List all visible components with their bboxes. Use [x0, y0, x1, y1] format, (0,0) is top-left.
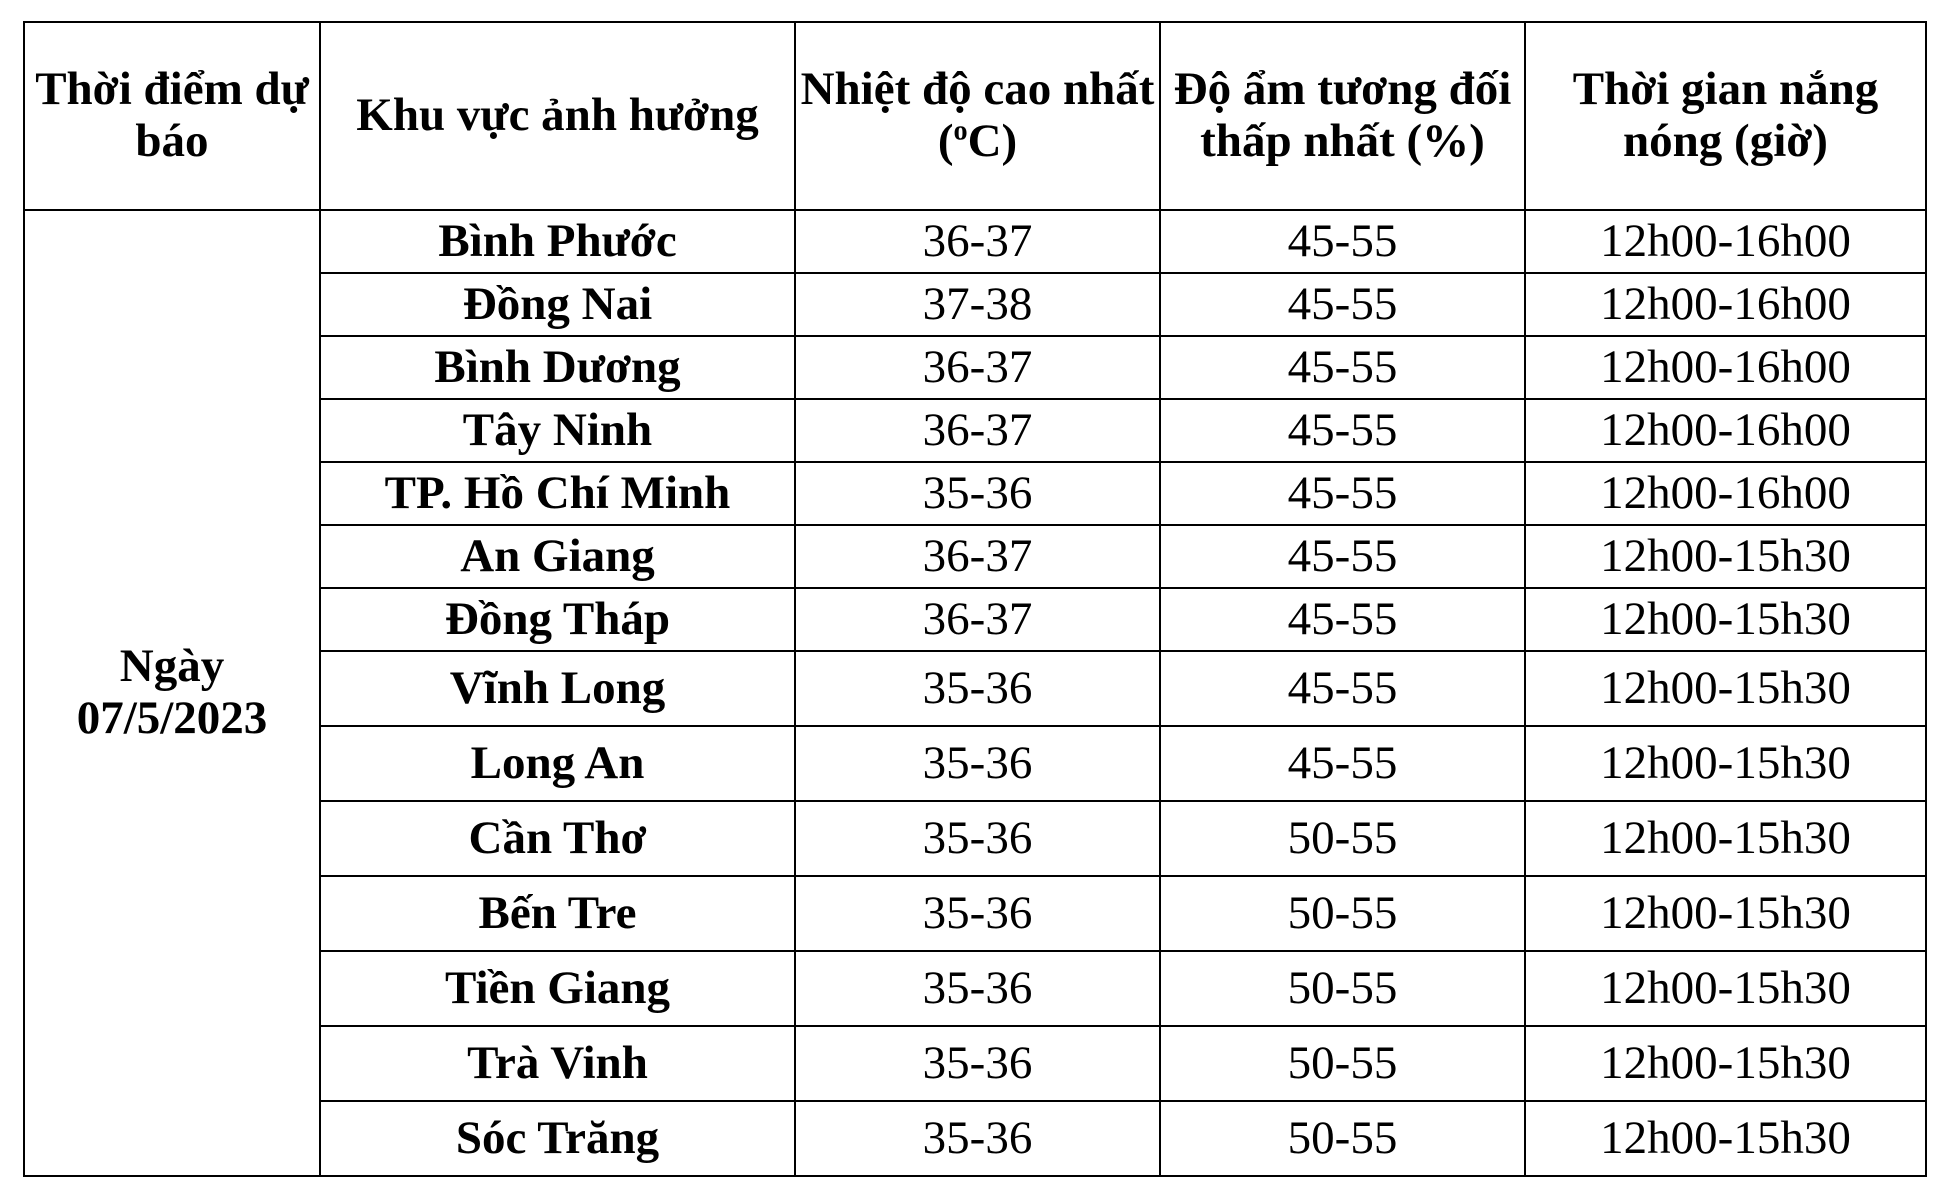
- table-body: [24, 210, 1926, 1176]
- region-cell: Đồng Tháp: [320, 588, 795, 651]
- temperature-cell: 37-38: [795, 273, 1160, 336]
- duration-cell: 12h00-15h30: [1525, 651, 1926, 726]
- header-temp-degree: o: [953, 115, 968, 147]
- header-max-temperature: [795, 22, 1160, 210]
- temperature-cell: 36-37: [795, 399, 1160, 462]
- region-cell: Đồng Nai: [320, 273, 795, 336]
- temperature-cell: 35-36: [795, 1101, 1160, 1176]
- header-row: [24, 22, 1926, 210]
- region-cell: An Giang: [320, 525, 795, 588]
- humidity-cell: 50-55: [1160, 1101, 1525, 1176]
- header-forecast-time: Thời điểm dự báo: [24, 22, 320, 210]
- region-cell: Long An: [320, 726, 795, 801]
- humidity-cell: 45-55: [1160, 210, 1525, 273]
- duration-cell: 12h00-15h30: [1525, 1101, 1926, 1176]
- forecast-date-cell: [24, 210, 320, 1176]
- humidity-cell: 50-55: [1160, 1026, 1525, 1101]
- temperature-cell: 35-36: [795, 651, 1160, 726]
- humidity-cell: 50-55: [1160, 876, 1525, 951]
- region-cell: Tây Ninh: [320, 399, 795, 462]
- region-cell: Sóc Trăng: [320, 1101, 795, 1176]
- duration-cell: 12h00-15h30: [1525, 525, 1926, 588]
- region-cell: Cần Thơ: [320, 801, 795, 876]
- heat-forecast-table: [23, 21, 1927, 1177]
- temperature-cell: 35-36: [795, 1026, 1160, 1101]
- duration-cell: 12h00-16h00: [1525, 399, 1926, 462]
- header-heat-duration: Thời gian nắng nóng (giờ): [1525, 22, 1926, 210]
- header-temp-suffix: C): [967, 115, 1018, 167]
- region-cell: Bình Phước: [320, 210, 795, 273]
- region-cell: TP. Hồ Chí Minh: [320, 462, 795, 525]
- table-header: [24, 22, 1926, 210]
- duration-cell: 12h00-16h00: [1525, 273, 1926, 336]
- temperature-cell: 35-36: [795, 951, 1160, 1026]
- duration-cell: 12h00-15h30: [1525, 588, 1926, 651]
- temperature-cell: 36-37: [795, 588, 1160, 651]
- temperature-cell: 36-37: [795, 525, 1160, 588]
- header-min-humidity: Độ ẩm tương đối thấp nhất (%): [1160, 22, 1525, 210]
- duration-cell: 12h00-16h00: [1525, 462, 1926, 525]
- temperature-cell: 35-36: [795, 801, 1160, 876]
- humidity-cell: 50-55: [1160, 951, 1525, 1026]
- table-row: [24, 210, 1926, 273]
- forecast-date-value: 07/5/2023: [76, 692, 268, 744]
- region-cell: Bình Dương: [320, 336, 795, 399]
- temperature-cell: 35-36: [795, 726, 1160, 801]
- temperature-cell: 35-36: [795, 462, 1160, 525]
- duration-cell: 12h00-15h30: [1525, 1026, 1926, 1101]
- humidity-cell: 45-55: [1160, 651, 1525, 726]
- temperature-cell: 36-37: [795, 210, 1160, 273]
- duration-cell: 12h00-16h00: [1525, 336, 1926, 399]
- humidity-cell: 45-55: [1160, 273, 1525, 336]
- region-cell: Trà Vinh: [320, 1026, 795, 1101]
- humidity-cell: 50-55: [1160, 801, 1525, 876]
- duration-cell: 12h00-15h30: [1525, 876, 1926, 951]
- humidity-cell: 45-55: [1160, 525, 1525, 588]
- temperature-cell: 36-37: [795, 336, 1160, 399]
- region-cell: Vĩnh Long: [320, 651, 795, 726]
- humidity-cell: 45-55: [1160, 336, 1525, 399]
- duration-cell: 12h00-16h00: [1525, 210, 1926, 273]
- humidity-cell: 45-55: [1160, 726, 1525, 801]
- humidity-cell: 45-55: [1160, 462, 1525, 525]
- region-cell: Tiền Giang: [320, 951, 795, 1026]
- humidity-cell: 45-55: [1160, 588, 1525, 651]
- duration-cell: 12h00-15h30: [1525, 801, 1926, 876]
- forecast-date-label: Ngày: [119, 640, 225, 693]
- header-affected-region: Khu vực ảnh hưởng: [320, 22, 795, 210]
- region-cell: Bến Tre: [320, 876, 795, 951]
- duration-cell: 12h00-15h30: [1525, 726, 1926, 801]
- temperature-cell: 35-36: [795, 876, 1160, 951]
- header-temp-prefix: Nhiệt độ cao nhất (: [800, 63, 1155, 167]
- duration-cell: 12h00-15h30: [1525, 951, 1926, 1026]
- humidity-cell: 45-55: [1160, 399, 1525, 462]
